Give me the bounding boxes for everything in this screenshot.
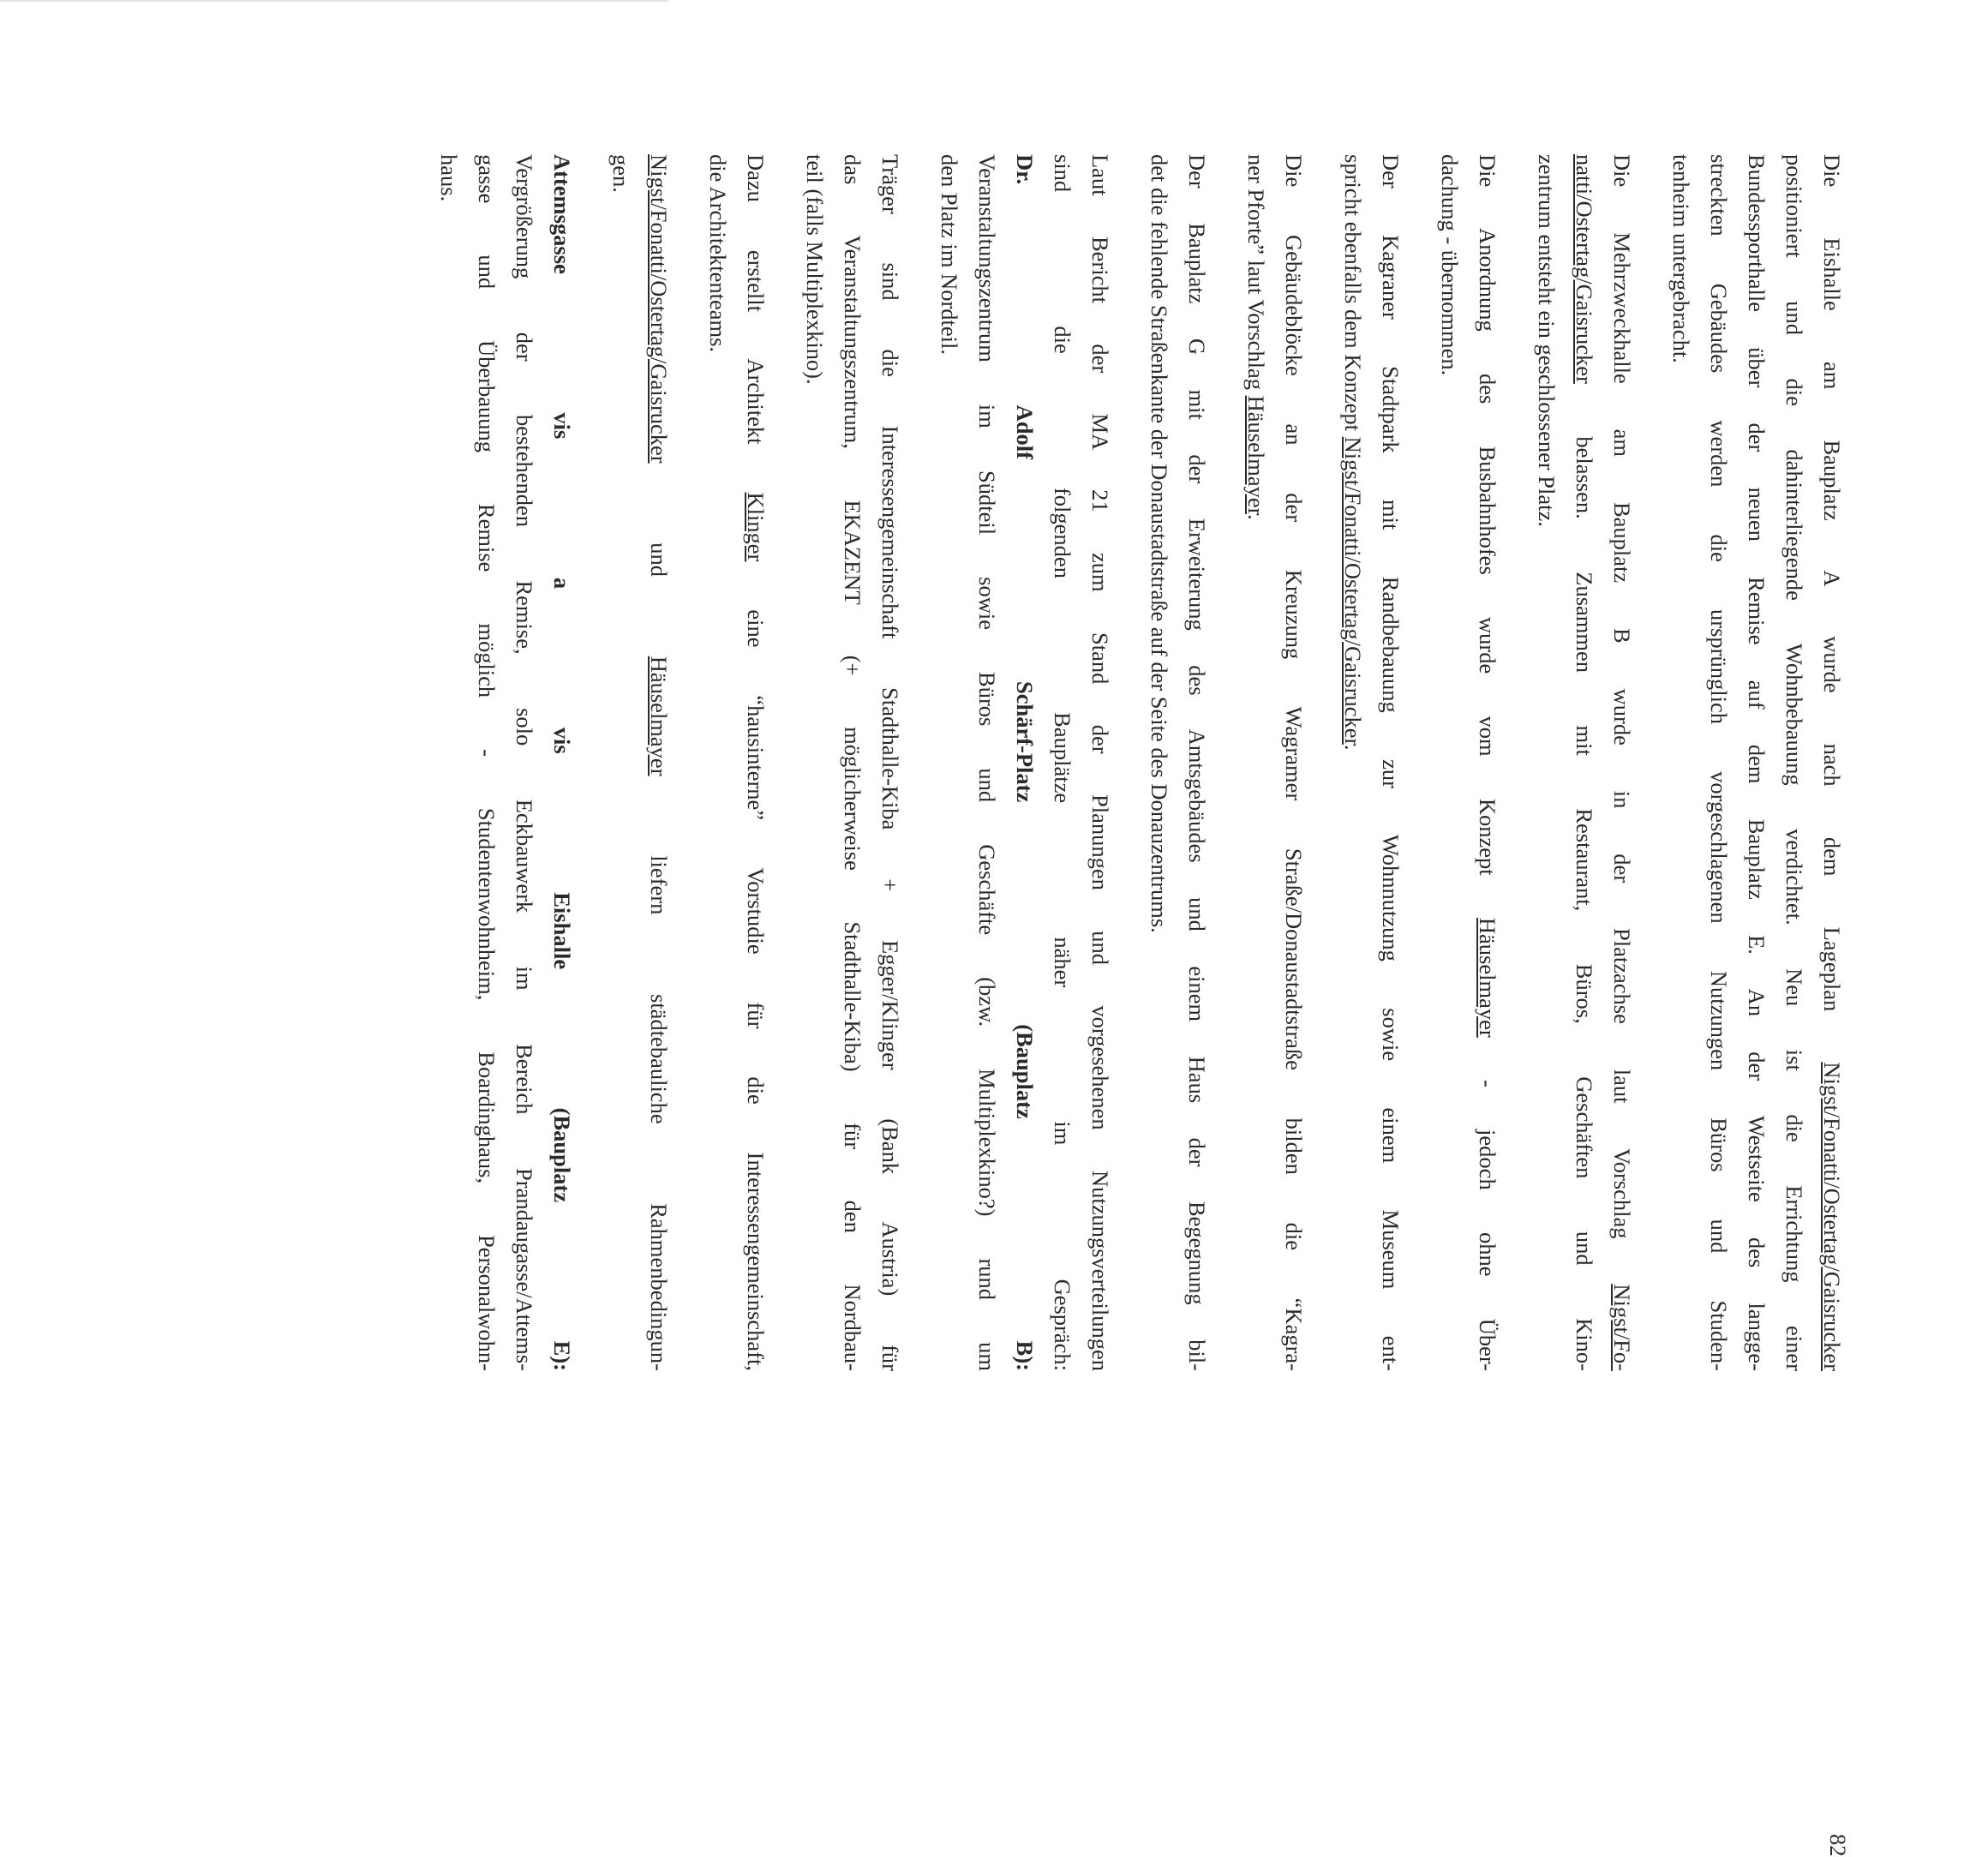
text-run: haus. <box>436 154 462 202</box>
text-line <box>1006 154 1044 1371</box>
text-line <box>1662 154 1700 1371</box>
text-run: liefern städtebauliche Rahmenbedingun- <box>646 776 672 1372</box>
text-line <box>1081 154 1119 1371</box>
paragraph-p5 <box>1237 154 1313 1371</box>
text-line <box>640 154 678 1371</box>
text-run: gen. <box>608 154 634 193</box>
text-run: zentrum entsteht ein geschlossener Platz. <box>1534 154 1560 527</box>
text-run: Die Eishalle am Bauplatz A wurde nach dem Lageplan <box>1819 154 1845 1063</box>
underlined-name: Klinger <box>743 492 769 562</box>
text-line <box>1738 154 1775 1371</box>
underlined-name: natti/Ostertag/Gaisrucker <box>1572 154 1597 384</box>
text-line <box>968 154 1006 1371</box>
text-run: Die Gebäudeblöcke an der Kreuzung Wagramer Straße/Donaustadtstraße bilden die “Kagra- <box>1281 154 1307 1371</box>
text-run: - jedoch ohne Über- <box>1475 1037 1500 1371</box>
text-line <box>737 154 775 1371</box>
underlined-name: Nigst/Fonatti/Ostertag/Gaisrucker <box>646 154 672 464</box>
text-run: das Veranstaltungszentrum, EKAZENT (+ möglicherweise Stadthalle-Kiba) für den Nordbau- <box>840 154 865 1371</box>
underlined-name: Häuselmayer <box>646 656 672 776</box>
scan-edge <box>0 0 668 2</box>
text-line <box>1141 154 1178 1371</box>
text-run: Träger sind die Interessengemeinschaft Stadthalle-Kiba + Egger/Klinger (Bank Austria) für <box>877 154 903 1371</box>
paragraph-p1 <box>1662 154 1851 1371</box>
text-line <box>1775 154 1813 1371</box>
text-line <box>1275 154 1313 1371</box>
underlined-name: Häuselmayer <box>1243 395 1269 514</box>
text-line <box>1431 154 1469 1371</box>
text-line <box>506 154 543 1371</box>
text-line <box>1813 154 1851 1371</box>
text-run: Der Bauplatz G mit der Erweiterung des Amtsgebäudes und einem Haus der Begegnung bil- <box>1184 154 1210 1371</box>
text-run: belassen. Zusammen mit Restaurant, Büros, Geschäften und Kino- <box>1572 383 1597 1371</box>
underlined-name: Nigst/Fonatti/Ostertag/Gaisrucker <box>1819 1062 1845 1371</box>
text-run: teil (falls Multiplexkino). <box>802 154 828 385</box>
text-run: streckten Gebäudes werden die ursprünglich vorgeschlagenen Nutzungen Büros und Studen- <box>1706 154 1732 1371</box>
paragraph-p8 <box>796 154 909 1371</box>
text-line <box>834 154 871 1371</box>
text-line <box>931 154 968 1371</box>
text-run: dachung - übernommen. <box>1437 154 1463 376</box>
text-run: Dazu erstellt Architekt <box>743 154 769 493</box>
text-run: Vergrößerung der bestehenden Remise, solo Eckbauwerk im Bereich Prandaugasse/Attems- <box>512 154 537 1371</box>
paragraph-p11 <box>430 154 581 1371</box>
text-line <box>1566 154 1603 1371</box>
text-line <box>699 154 737 1371</box>
text-line <box>1178 154 1216 1371</box>
text-run: die Architektenteams. <box>705 154 731 353</box>
text-line <box>602 154 640 1371</box>
text-run: ner Pforte” laut Vorschlag <box>1243 154 1269 396</box>
text-line <box>1237 154 1275 1371</box>
text-line <box>430 154 468 1371</box>
text-run: Die Anordnung des Busbahnhofes wurde vom Konzept <box>1475 154 1500 918</box>
paragraph-p7 <box>931 154 1119 1371</box>
text-line <box>1603 154 1641 1371</box>
text-run: . <box>1243 513 1269 520</box>
text-run: positioniert und die dahinterliegende Wohnbebauung verdichtet. Neu ist die Errichtung einer <box>1781 154 1807 1371</box>
text-run: gasse und Überbauung Remise möglich - Studentenwohnheim, Boardinghaus, Personalwohn- <box>474 154 500 1371</box>
paragraph-p6 <box>1141 154 1216 1371</box>
text-line <box>871 154 909 1371</box>
section-heading: Attemsgasse vis a vis Eishalle (Bauplatz E): <box>549 154 575 1371</box>
text-run: den Platz im Nordteil. <box>937 154 962 356</box>
text-line <box>1372 154 1410 1371</box>
text-run: Der Kagraner Stadtpark mit Randbebauung zur Wohnnutzung sowie einem Museum ent- <box>1378 154 1404 1371</box>
text-line <box>1334 154 1372 1371</box>
text-line <box>1044 154 1081 1371</box>
text-line <box>1528 154 1566 1371</box>
text-run: eine “hausinterne” Vorstudie für die Interessengemeinschaft, <box>743 561 769 1371</box>
paragraph-p3 <box>1431 154 1506 1371</box>
text-line <box>796 154 834 1371</box>
paragraph-p4 <box>1334 154 1410 1371</box>
text-line <box>1469 154 1506 1371</box>
text-run: spricht ebenfalls dem Konzept <box>1340 154 1366 437</box>
paragraph-p2 <box>1528 154 1641 1371</box>
paragraph-p9 <box>699 154 775 1371</box>
text-run: und <box>646 463 672 656</box>
document-body <box>430 154 1851 1371</box>
text-run: sind die folgenden Bauplätze näher im Gespräch: <box>1050 154 1075 1371</box>
text-line <box>468 154 506 1371</box>
text-run: det die fehlende Straßenkante der Donaustadtstraße auf der Seite des Donauzentrums. <box>1147 154 1172 933</box>
text-line <box>543 154 581 1371</box>
text-run: Veranstaltungszentrum im Südteil sowie Büros und Geschäfte (bzw. Multiplexkino?) rund um <box>974 154 1000 1371</box>
rotated-page <box>137 154 1851 1857</box>
paragraph-p10 <box>602 154 678 1371</box>
page-number: 82 <box>1825 1834 1851 1857</box>
text-run: tenheim untergebracht. <box>1668 154 1694 363</box>
section-heading: Dr. Adolf Schärf-Platz (Bauplatz B): <box>1012 154 1038 1371</box>
text-run: Die Mehrzweckhalle am Bauplatz B wurde in der Platzachse laut Vorschlag <box>1609 154 1635 1285</box>
underlined-name: Nigst/Fonatti/Ostertag/Gaisrucker <box>1340 436 1366 745</box>
text-run: Laut Bericht der MA 21 zum Stand der Planungen und vorgesehenen Nutzungsverteilungen <box>1087 154 1113 1371</box>
underlined-name: Häuselmayer <box>1475 917 1500 1038</box>
underlined-name: Nigst/Fo- <box>1609 1284 1635 1371</box>
text-run: . <box>1340 744 1366 751</box>
text-run: Bundessporthalle über der neuen Remise auf dem Bauplatz E. An der Westseite des langge- <box>1744 154 1769 1371</box>
text-line <box>1700 154 1738 1371</box>
